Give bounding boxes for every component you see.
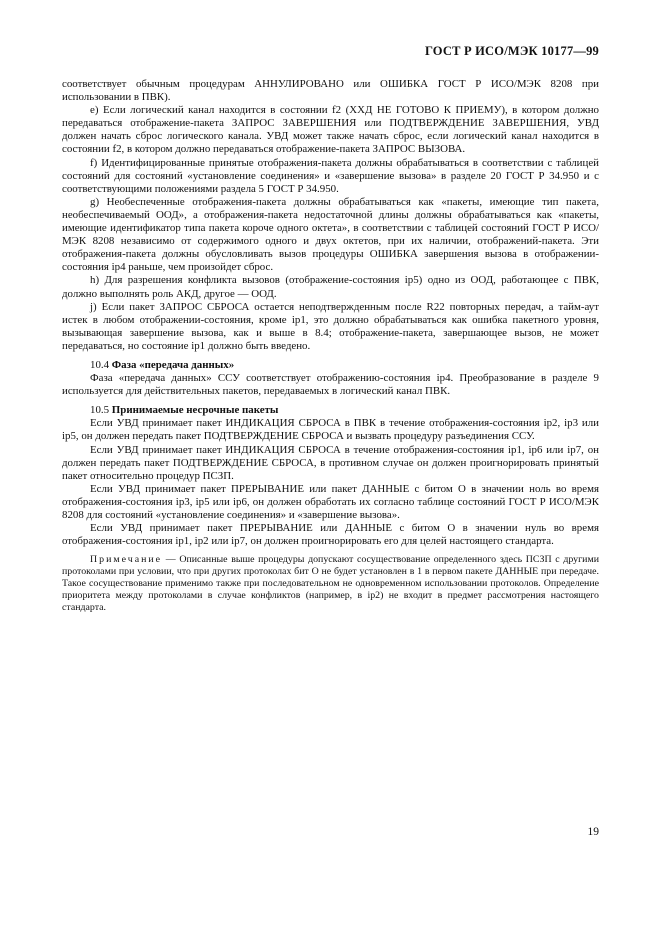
section-10-5-paragraph-2: Если УВД принимает пакет ИНДИКАЦИЯ СБРОСА в течение отображения-состояния ip1, ip6 или ip7, он должен передать пакет ПОДТВЕРЖДЕНИЕ СБРОСА, в противном случае он должен проигнорировать принятый пакет относительно процедур ПСЗП. [62,443,599,482]
paragraph-item-f: f) Идентифицированные принятые отображения-пакета должны обрабатываться в соответствии с таблицей состояний для состояний «установление соединения» и «завершение вызова» в разделе 20 ГОСТ Р 34.950 и с соответствующими положениями раздела 5 ГОСТ Р 34.950. [62,156,599,195]
note-text: — Описанные выше процедуры допускают сосуществование определенного здесь ПСЗП с другими протоколами при условии, что при других протоколах бит О не будет установлен в 1 в первом пакете ДАННЫЕ при передаче. Такое сосуществование применимо также при последовательном не одновременном использовании протоколов. Определение приоритета между протоколами в случае конфликтов (например, в ip2) не входит в предмет рассмотрения настоящего стандарта. [62,554,599,614]
section-10-5-number: 10.5 [90,404,110,417]
section-10-4-body: Фаза «передача данных» ССУ соответствует отображению-состояния ip4. Преобразование в разделе 9 используется для действительных пакетов, передаваемых в логический канал ПВК. [62,372,599,398]
paragraph-continuation: соответствует обычным процедурам АННУЛИРОВАНО или ОШИБКА ГОСТ Р ИСО/МЭК 8208 при использовании в ПВК). [62,78,599,104]
section-10-4-title: Фаза «передача данных» [111,358,235,371]
page-number: 19 [587,826,599,838]
note-label: Примечание [90,554,163,566]
document-body [62,78,599,614]
section-10-5-paragraph-3: Если УВД принимает пакет ПРЕРЫВАНИЕ или пакет ДАННЫЕ с битом О в значении ноль во время отображения-состояния ip3, ip5 или ip6, он должен обработать их согласно таблице состояний ГОСТ Р ИСО/МЭК 8208 для состояний «установление соединения» и «завершение вызова». [62,482,599,521]
document-header: ГОСТ Р ИСО/МЭК 10177—99 [424,44,599,58]
paragraph-item-g: g) Необеспеченные отображения-пакета должны обрабатываться как «пакеты, имеющие тип пакета, необеспечиваемый ООД», а отображения-пакета недостаточной длины должны обрабатываться как «пакеты, имеющие идентификатор типа пакета короче одного октета», в соответствии с таблицей состояний ГОСТ Р ИСО/МЭК 8208 независимо от содержимого одного и двух октетов, при их наличии, отображений-пакета. Эти отображения-пакета должны обусловливать вызов процедуры ОШИБКА завершения вызова в отображении-состояния ip4 раньше, чем произойдет сброс. [62,195,599,274]
section-10-5-paragraph-1: Если УВД принимает пакет ИНДИКАЦИЯ СБРОСА в ПВК в течение отображения-состояния ip2, ip3 или ip5, он должен передать пакет ПОДТВЕРЖДЕНИЕ СБРОСА и вызвать процедуру разъединения ССУ. [62,417,599,443]
paragraph-item-e: е) Если логический канал находится в состоянии f2 (ХХД НЕ ГОТОВО К ПРИЕМУ), в котором должно передаваться отображение-пакета ЗАПРОС ЗАВЕРШЕНИЯ или ПОДТВЕРЖДЕНИЕ ЗАВЕРШЕНИЯ, УВД должен начать сброс логического канала. УВД может также начать сброс, если логический канал находится в состоянии f2, в котором должно передаваться отображение-пакета ЗАПРОС ВЫЗОВА. [62,104,599,156]
section-10-5-paragraph-4: Если УВД принимает пакет ПРЕРЫВАНИЕ или ДАННЫЕ с битом О в значении нуль во время отображения-состояния ip1, ip2 или ip7, он должен проигнорировать его для целей настоящего стандарта. [62,522,599,548]
paragraph-item-h: h) Для разрешения конфликта вызовов (отображение-состояния ip5) одно из ООД, работающее с ПВК, должно выполнять роль АКД, другое — ООД. [62,274,599,300]
section-10-5-title: Принимаемые несрочные пакеты [111,404,279,417]
section-10-5-heading [62,404,599,417]
paragraph-item-j: j) Если пакет ЗАПРОС СБРОСА остается неподтвержденным после R22 повторных передач, а тайм-аут истек в любом отображении-состояния, кроме ip1, это должно обрабатываться как ошибка пакетного уровня, вызывающая завершение вызова, как и выше в 8.4; отображение-пакета, завершающее вызов, не может передаваться, но состояние ip1 должно быть введено. [62,300,599,352]
note-paragraph [62,554,599,614]
section-10-4-heading [62,359,599,372]
section-10-4-number: 10.4 [90,358,110,371]
